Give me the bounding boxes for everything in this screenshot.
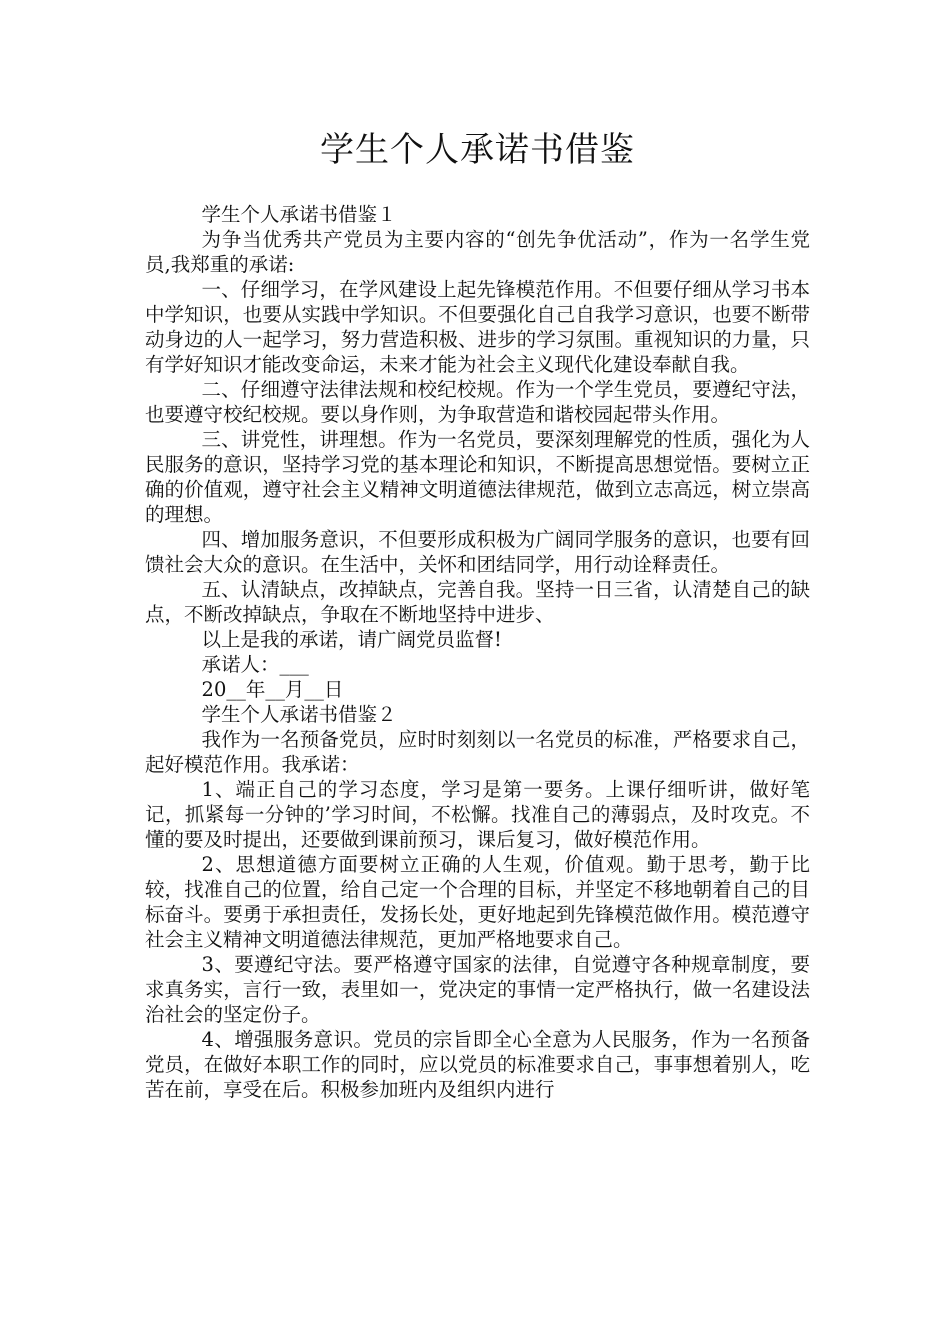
paragraph: 一、仔细学习，在学风建设上起先锋模范作用。不但要仔细从学习书本中学知识，也要从实践中学知识。不但要强化自己自我学习意识，也要不断带动身边的人一起学习，努力营造积极、进步的学习氛围。重视知识的力量，只有学好知识才能改变命运，未来才能为社会主义现代化建设奉献自我。 xyxy=(145,278,810,376)
paragraph: 3、要遵纪守法。要严格遵守国家的法律，自觉遵守各种规章制度，要求真务实，言行一致，表里如一，党决定的事情一定严格执行，做一名建设法治社会的坚定份子。 xyxy=(145,953,810,1026)
paragraph: 以上是我的承诺，请广阔党员监督! xyxy=(201,628,502,651)
paragraph: 我作为一名预备党员，应时时刻刻以一名党员的标准，严格要求自己，起好模范作用。我承诺： xyxy=(145,728,810,776)
document-page xyxy=(145,128,810,1102)
document-title: 学生个人承诺书借鉴 xyxy=(320,130,635,170)
document-body xyxy=(145,202,810,1102)
section-heading: 学生个人承诺书借鉴１ xyxy=(201,203,397,226)
paragraph: 1、端正自己的学习态度，学习是第一要务。上课仔细听讲，做好笔记，抓紧每一分钟的’学习时间，不松懈。找准自己的薄弱点，及时攻克。不懂的要及时提出，还要做到课前预习，课后复习，做好模范作用。 xyxy=(145,778,810,851)
paragraph: 四、增加服务意识，不但要形成积极为广阔同学服务的意识，也要有回馈社会大众的意识。在生活中，关怀和团结同学，用行动诠释责任。 xyxy=(145,528,810,576)
paragraph: 2、思想道德方面要树立正确的人生观，价值观。勤于思考，勤于比较，找准自己的位置，给自己定一个合理的目标，并坚定不移地朝着自己的目标奋斗。要勇于承担责任，发扬长处，更好地起到先锋模范做作用。模范遵守社会主义精神文明道德法律规范，更加严格地要求自己。 xyxy=(145,853,810,951)
paragraph: 4、增强服务意识。党员的宗旨即全心全意为人民服务，作为一名预备党员，在做好本职工作的同时，应以党员的标准要求自己，事事想着别人，吃苦在前，享受在后。积极参加班内及组织内进行 xyxy=(145,1028,810,1101)
signature-line: 承诺人：___ xyxy=(201,653,309,676)
section-heading: 学生个人承诺书借鉴２ xyxy=(201,703,397,726)
paragraph: 为争当优秀共产党员为主要内容的“创先争优活动”，作为一名学生党员,我郑重的承诺: xyxy=(145,228,810,276)
paragraph: 二、仔细遵守法律法规和校纪校规。作为一个学生党员，要遵纪守法，也要遵守校纪校规。要以身作则，为争取营造和谐校园起带头作用。 xyxy=(145,378,810,426)
paragraph: 五、认清缺点，改掉缺点，完善自我。坚持一日三省，认清楚自己的缺点，不断改掉缺点，争取在不断地坚持中进步、 xyxy=(145,578,810,626)
paragraph: 三、讲党性，讲理想。作为一名党员，要深刻理解党的性质，强化为人民服务的意识，坚持学习党的基本理论和知识，不断提高思想觉悟。要树立正确的价值观，遵守社会主义精神文明道德法律规范，做到立志高远，树立崇高的理想。 xyxy=(145,428,810,526)
date-line: 20__年__月__日 xyxy=(201,678,344,701)
